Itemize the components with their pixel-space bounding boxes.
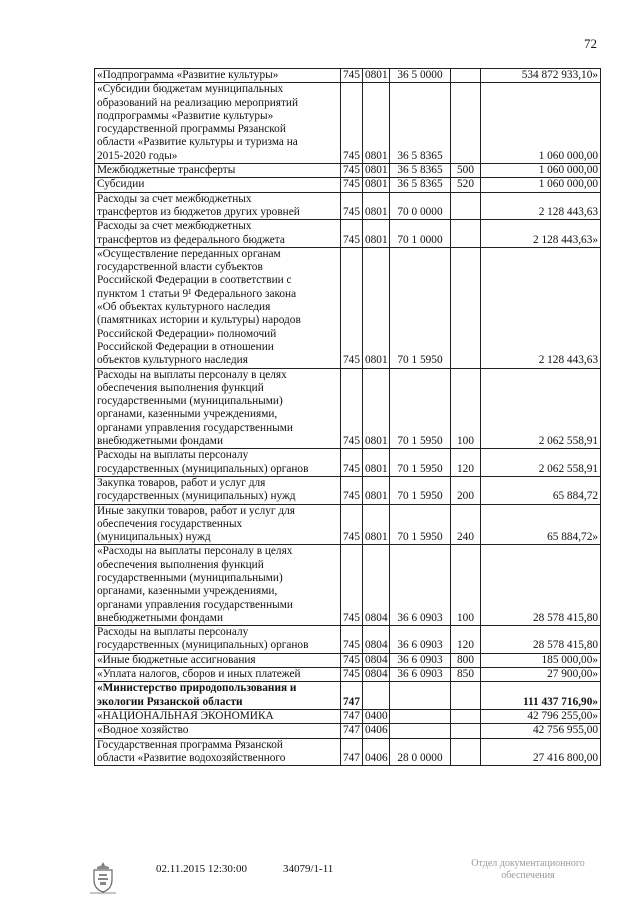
table-row [95,178,601,192]
cell-target-article-code: 70 1 5950 [390,504,451,545]
table-row [95,709,601,723]
cell-admin-code: 745 [341,449,363,477]
cell-target-article-code: 36 6 0903 [390,653,451,667]
cell-amount: 1 060 000,00 [481,178,601,192]
row-name: Расходы за счет межбюджетных трансфертов из бюджетов других уровней [95,192,341,220]
row-name: «Водное хозяйство [95,724,341,738]
row-name: Расходы за счет межбюджетных трансфертов из федерального бюджета [95,220,341,248]
cell-expense-type-code: 520 [451,178,481,192]
cell-admin-code: 745 [341,504,363,545]
cell-admin-code: 747 [341,724,363,738]
table-row [95,545,601,626]
cell-admin-code: 747 [341,738,363,766]
table-row [95,653,601,667]
cell-target-article-code: 36 6 0903 [390,626,451,654]
cell-amount: 1 060 000,00 [481,164,601,178]
row-name: Расходы на выплаты персоналу в целях обеспечения выполнения функций государственными (муниципальными) органами, казенными учреждениями, органами управления государственными внебюджетными фондами [95,368,341,449]
cell-target-article-code: 70 1 5950 [390,449,451,477]
table-row [95,449,601,477]
cell-expense-type-code: 100 [451,368,481,449]
department-stamp [448,858,608,882]
cell-expense-type-code [451,709,481,723]
cell-target-article-code: 36 5 8365 [390,164,451,178]
cell-amount: 27 900,00» [481,668,601,682]
row-name: «Министерство природопользования и экологии Рязанской области [95,682,341,710]
cell-expense-type-code [451,682,481,710]
cell-section-code: 0406 [363,724,390,738]
cell-expense-type-code: 200 [451,476,481,504]
cell-admin-code: 745 [341,192,363,220]
cell-section-code: 0804 [363,653,390,667]
row-name: «Иные бюджетные ассигнования [95,653,341,667]
cell-expense-type-code [451,724,481,738]
row-name: Субсидии [95,178,341,192]
row-name: «Подпрограмма «Развитие культуры» [95,69,341,83]
cell-section-code: 0801 [363,83,390,164]
table-row [95,668,601,682]
table-row [95,476,601,504]
cell-section-code: 0801 [363,220,390,248]
cell-section-code: 0801 [363,449,390,477]
cell-section-code: 0801 [363,192,390,220]
cell-section-code: 0801 [363,178,390,192]
cell-section-code: 0801 [363,164,390,178]
cell-amount: 1 060 000,00 [481,83,601,164]
budget-table [94,68,601,766]
cell-section-code: 0801 [363,247,390,368]
cell-admin-code: 745 [341,83,363,164]
table-row [95,682,601,710]
table-row [95,192,601,220]
cell-amount: 27 416 800,00 [481,738,601,766]
row-name: Иные закупки товаров, работ и услуг для обеспечения государственных (муниципальных) нужд [95,504,341,545]
row-name: «НАЦИОНАЛЬНАЯ ЭКОНОМИКА [95,709,341,723]
row-name: Закупка товаров, работ и услуг для государственных (муниципальных) нужд [95,476,341,504]
cell-expense-type-code: 240 [451,504,481,545]
cell-target-article-code: 36 5 0000 [390,69,451,83]
cell-expense-type-code [451,69,481,83]
cell-amount: 42 796 255,00» [481,709,601,723]
cell-target-article-code [390,709,451,723]
cell-section-code: 0406 [363,738,390,766]
cell-expense-type-code: 100 [451,545,481,626]
cell-amount: 185 000,00» [481,653,601,667]
cell-section-code: 0400 [363,709,390,723]
cell-target-article-code: 36 5 8365 [390,83,451,164]
document-number: 34079/1-11 [283,863,334,875]
table-row [95,220,601,248]
cell-admin-code: 745 [341,178,363,192]
cell-amount: 2 128 443,63 [481,247,601,368]
stamp-line-2: обеспечения [501,870,555,881]
cell-expense-type-code: 500 [451,164,481,178]
table-row [95,738,601,766]
table-row [95,247,601,368]
cell-target-article-code: 36 5 8365 [390,178,451,192]
table-row [95,504,601,545]
cell-target-article-code: 70 1 5950 [390,247,451,368]
cell-amount: 65 884,72» [481,504,601,545]
cell-amount: 2 128 443,63» [481,220,601,248]
cell-admin-code: 745 [341,545,363,626]
cell-target-article-code: 28 0 0000 [390,738,451,766]
cell-expense-type-code [451,738,481,766]
cell-admin-code: 745 [341,164,363,178]
page-footer [0,858,640,898]
cell-amount: 42 756 955,00 [481,724,601,738]
table-row [95,626,601,654]
cell-target-article-code: 36 6 0903 [390,545,451,626]
cell-admin-code: 745 [341,626,363,654]
row-name: Государственная программа Рязанской области «Развитие водохозяйственного [95,738,341,766]
cell-admin-code: 745 [341,69,363,83]
cell-section-code: 0804 [363,545,390,626]
table-row [95,724,601,738]
print-date: 02.11.2015 12:30:00 [156,863,247,875]
cell-target-article-code: 70 1 5950 [390,476,451,504]
table-row [95,368,601,449]
cell-admin-code: 745 [341,220,363,248]
cell-admin-code: 745 [341,476,363,504]
table-row [95,164,601,178]
cell-amount: 111 437 716,90» [481,682,601,710]
cell-amount: 2 128 443,63 [481,192,601,220]
budget-table-body [95,69,601,766]
cell-amount: 65 884,72 [481,476,601,504]
row-name: «Осуществление переданных органам государственной власти субъектов Российской Федерации в соответствии с пунктом 1 статьи 9¹ Федерального закона «Об объектах культурного наследия (памятниках истории и культуры) народов Российской Федерации» полномочий Российской Федерации в отношении объектов культурного наследия [95,247,341,368]
cell-expense-type-code: 120 [451,626,481,654]
cell-section-code [363,682,390,710]
cell-amount: 28 578 415,80 [481,626,601,654]
cell-amount: 28 578 415,80 [481,545,601,626]
cell-amount: 2 062 558,91 [481,368,601,449]
cell-section-code: 0804 [363,668,390,682]
cell-admin-code: 745 [341,653,363,667]
table-row [95,83,601,164]
page-number: 72 [584,36,597,51]
cell-expense-type-code [451,83,481,164]
cell-admin-code: 745 [341,668,363,682]
cell-section-code: 0801 [363,368,390,449]
cell-amount: 2 062 558,91 [481,449,601,477]
row-name: Межбюджетные трансферты [95,164,341,178]
cell-section-code: 0801 [363,504,390,545]
cell-section-code: 0801 [363,476,390,504]
cell-amount: 534 872 933,10» [481,69,601,83]
cell-expense-type-code [451,220,481,248]
cell-expense-type-code: 120 [451,449,481,477]
cell-expense-type-code: 850 [451,668,481,682]
coat-of-arms-icon [88,860,118,894]
cell-admin-code: 747 [341,709,363,723]
cell-target-article-code: 70 1 0000 [390,220,451,248]
cell-section-code: 0801 [363,69,390,83]
cell-target-article-code: 70 1 5950 [390,368,451,449]
cell-admin-code: 745 [341,247,363,368]
stamp-line-1: Отдел документационного [471,858,585,869]
row-name: Расходы на выплаты персоналу государственных (муниципальных) органов [95,449,341,477]
cell-section-code: 0804 [363,626,390,654]
cell-target-article-code: 36 6 0903 [390,668,451,682]
row-name: «Расходы на выплаты персоналу в целях обеспечения выполнения функций государственными (муниципальными) органами, казенными учреждениями, органами управления государственными внебюджетными фондами [95,545,341,626]
cell-admin-code: 745 [341,368,363,449]
cell-expense-type-code [451,247,481,368]
row-name: Расходы на выплаты персоналу государственных (муниципальных) органов [95,626,341,654]
cell-expense-type-code [451,192,481,220]
row-name: «Субсидии бюджетам муниципальных образований на реализацию мероприятий подпрограммы «Развитие культуры» государственной программы Рязанской области «Развитие культуры и туризма на 2015-2020 годы» [95,83,341,164]
cell-target-article-code [390,682,451,710]
cell-expense-type-code: 800 [451,653,481,667]
row-name: «Уплата налогов, сборов и иных платежей [95,668,341,682]
cell-admin-code: 747 [341,682,363,710]
cell-target-article-code [390,724,451,738]
cell-target-article-code: 70 0 0000 [390,192,451,220]
table-row [95,69,601,83]
